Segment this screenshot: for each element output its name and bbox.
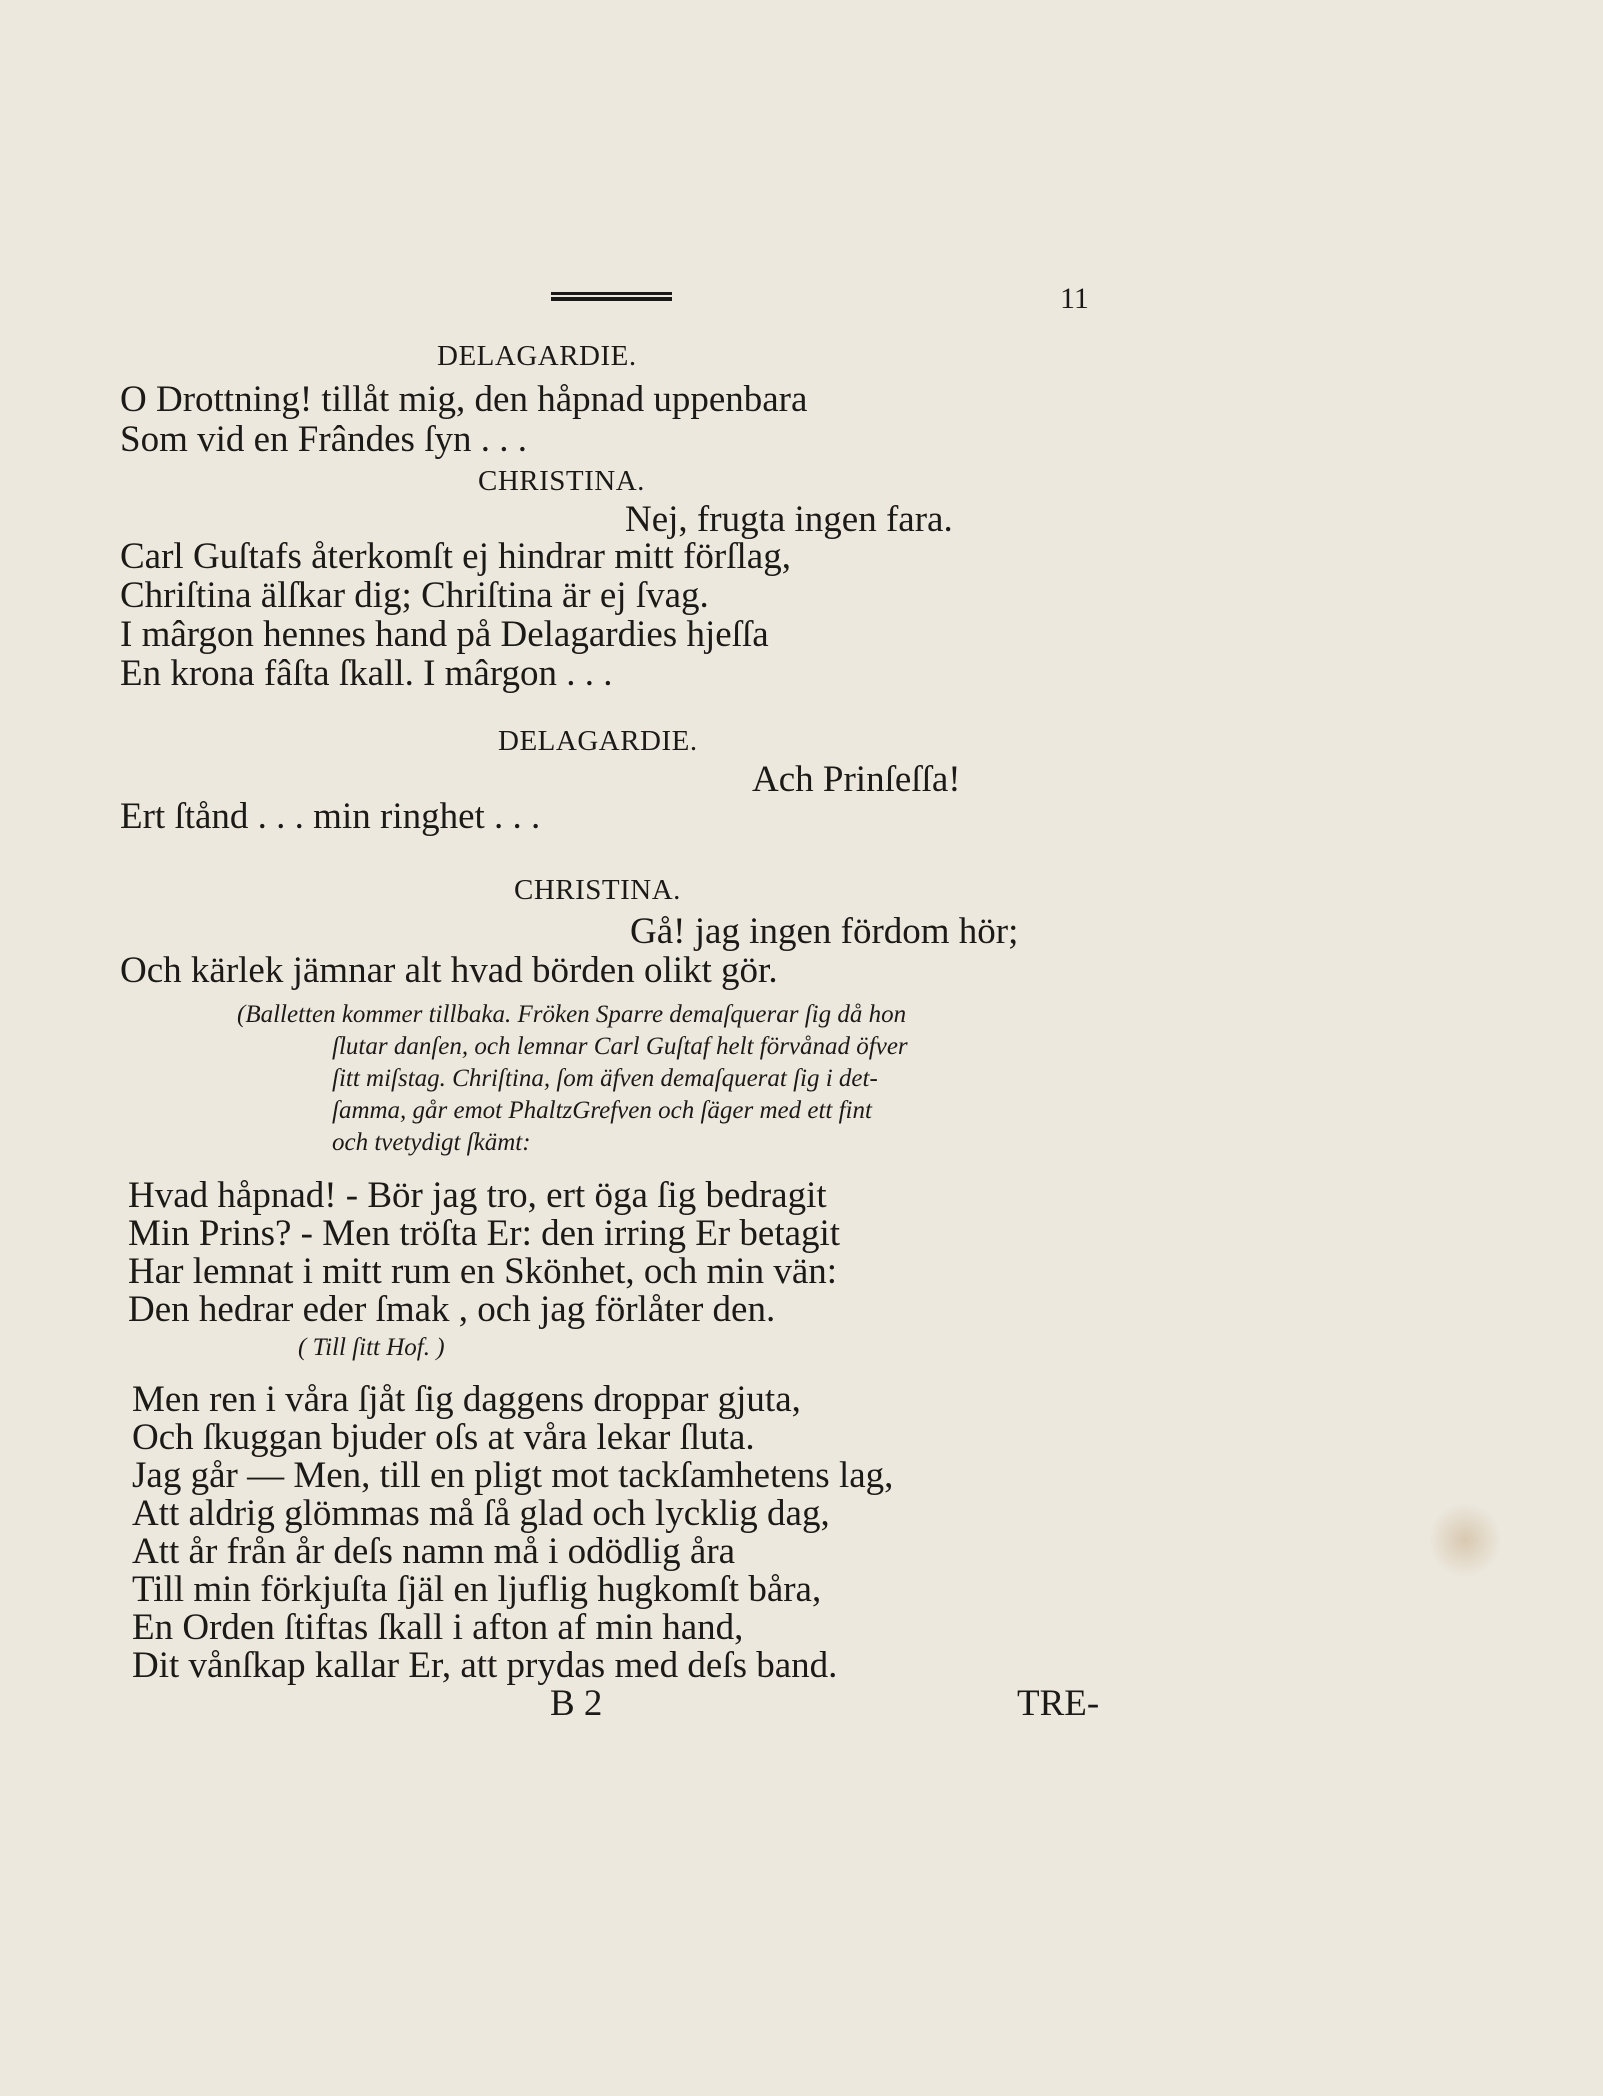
catchword: TRE- [1017,1683,1100,1724]
verse-line: Dit vånſkap kallar Er, att prydas med deſs band. [132,1645,838,1686]
stage-direction: ſitt miſstag. Chriſtina, ſom äfven demaſquerat ſig i det- [332,1065,878,1092]
verse-line: Och ſkuggan bjuder oſs at våra lekar ſluta. [132,1417,755,1458]
signature-mark: B 2 [550,1683,603,1724]
stage-direction: och tvetydigt ſkämt: [332,1129,531,1156]
verse-line: Ach Prinſeſſa! [752,759,961,800]
paper-stain [1430,1500,1500,1580]
verse-line: Chriſtina älſkar dig; Chriſtina är ej ſvag. [120,575,709,616]
verse-line: Har lemnat i mitt rum en Skönhet, och min vän: [128,1251,838,1292]
stage-direction: (Balletten kommer tillbaka. Fröken Sparre demaſquerar ſig då hon [237,1001,907,1028]
verse-line: Att aldrig glömmas må ſå glad och lycklig dag, [132,1493,830,1534]
verse-line: Den hedrar eder ſmak , och jag förlåter den. [128,1289,776,1330]
speaker-name: DELAGARDIE. [498,725,698,757]
speaker-name: CHRISTINA. [478,465,645,497]
stage-direction: ( Till ſitt Hof. ) [298,1334,445,1361]
speaker-name: DELAGARDIE. [437,340,637,372]
verse-line: Till min förkjuſta ſjäl en ljuflig hugkomſt båra, [132,1569,822,1610]
verse-line: Som vid en Frândes ſyn . . . [120,419,527,460]
stage-direction: ſamma, går emot PhaltzGrefven och ſäger med ett fint [332,1097,872,1124]
page-number: 11 [1060,282,1089,315]
verse-line: I mârgon hennes hand på Delagardies hjeſſa [120,614,769,655]
verse-line: Nej, frugta ingen fara. [625,499,953,540]
verse-line: Hvad håpnad! - Bör jag tro, ert öga ſig bedragit [128,1175,827,1216]
verse-line: En krona fâſta ſkall. I mârgon . . . [120,653,613,694]
verse-line: Ert ſtånd . . . min ringhet . . . [120,796,541,837]
verse-line: Gå! jag ingen fördom hör; [630,911,1019,952]
stage-direction: ſlutar danſen, och lemnar Carl Guſtaf helt förvånad öfver [332,1033,908,1060]
verse-line: Men ren i våra ſjåt ſig daggens droppar gjuta, [132,1379,801,1420]
verse-line: Och kärlek jämnar alt hvad börden olikt gör. [120,950,778,991]
verse-line: O Drottning! tillåt mig, den håpnad uppenbara [120,379,808,420]
verse-line: Jag går — Men, till en pligt mot tackſamhetens lag, [132,1455,894,1496]
speaker-name: CHRISTINA. [514,874,681,906]
verse-line: Att år från år deſs namn må i odödlig åra [132,1531,736,1572]
header-rule [551,292,672,301]
verse-line: Min Prins? - Men tröſta Er: den irring Er betagit [128,1213,841,1254]
verse-line: Carl Guſtafs återkomſt ej hindrar mitt förſlag, [120,536,791,577]
verse-line: En Orden ſtiftas ſkall i afton af min hand, [132,1607,744,1648]
